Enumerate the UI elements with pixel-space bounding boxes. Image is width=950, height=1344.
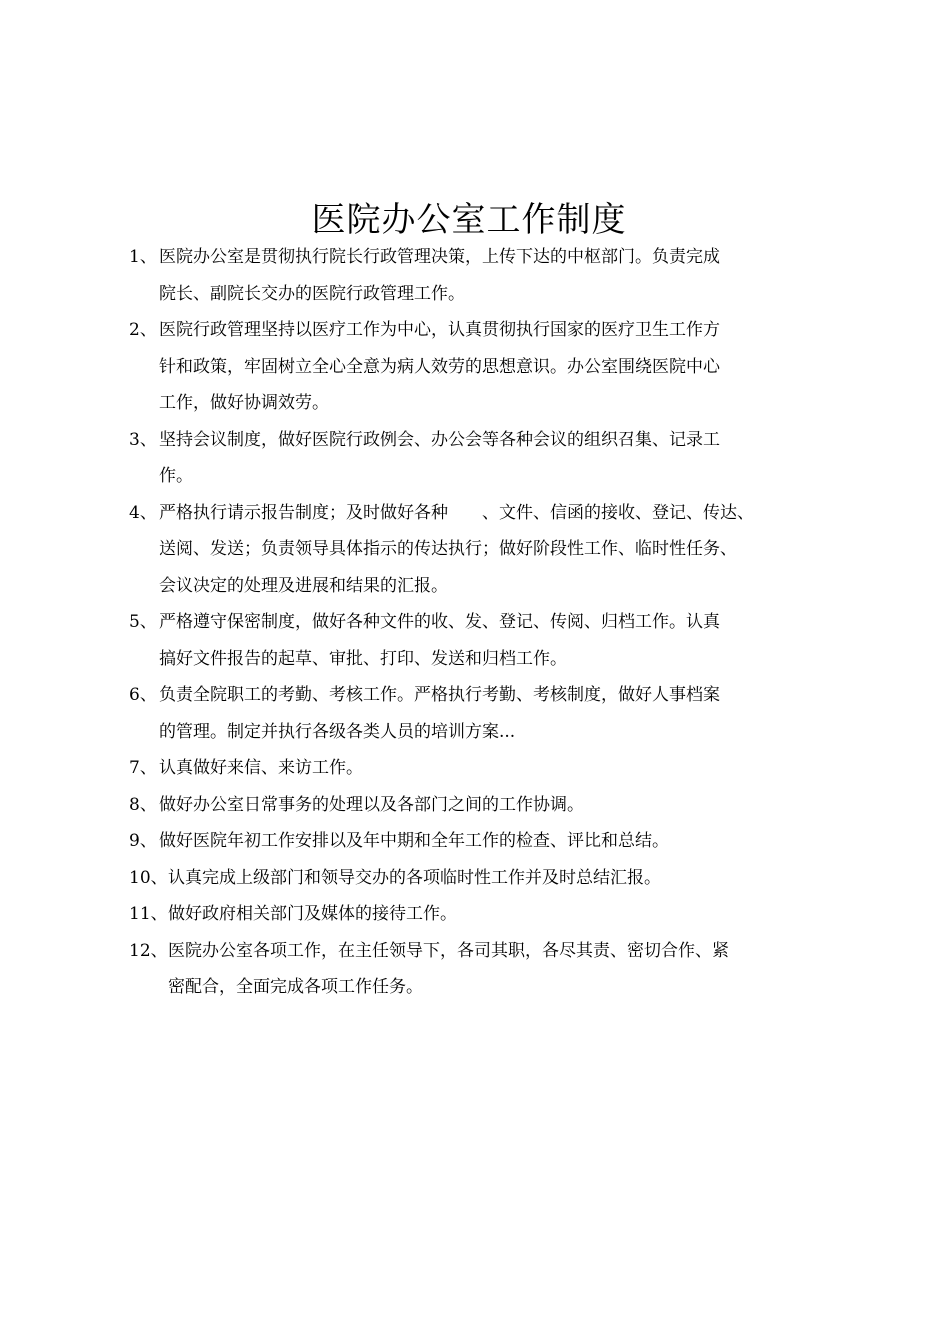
item-text-line: 做好医院年初工作安排以及年中期和全年工作的检查、评比和总结。 — [159, 831, 669, 851]
item-number: 9、 — [129, 831, 157, 851]
item-number: 8、 — [129, 794, 157, 815]
item-text-line: 认真做好来信、来访工作。 — [159, 758, 363, 778]
item-text-line: 院长、副院长交办的医院行政管理工作。 — [159, 283, 465, 304]
list-item — [129, 312, 829, 422]
item-text-line: 搞好文件报告的起草、审批、打印、发送和归档工作。 — [159, 648, 567, 669]
item-text-line: 严格执行请示报告制度；及时做好各种 、文件、信函的接收、登记、传达、 — [159, 502, 754, 523]
item-text-line: 作。 — [159, 466, 193, 486]
list-item — [129, 823, 829, 860]
item-text-line: 负责全院职工的考勤、考核工作。严格执行考勤、考核制度，做好人事档案 — [159, 685, 720, 705]
item-number: 5、 — [129, 612, 157, 632]
list-item — [129, 239, 829, 312]
rules-list — [129, 239, 829, 1006]
list-item — [129, 495, 829, 605]
item-text-line: 会议决定的处理及进展和结果的汇报。 — [159, 575, 448, 596]
item-number: 2、 — [129, 320, 157, 340]
item-number: 1、 — [129, 247, 157, 267]
item-text-line: 医院办公室是贯彻执行院长行政管理决策，上传下达的中枢部门。负责完成 — [159, 247, 720, 267]
item-number: 7、 — [129, 758, 157, 778]
item-text-line: 工作，做好协调效劳。 — [159, 393, 329, 413]
item-number: 11、 — [129, 904, 168, 924]
item-text-line: 认真完成上级部门和领导交办的各项临时性工作并及时总结汇报。 — [168, 867, 661, 888]
item-number: 10、 — [129, 867, 168, 888]
item-text-line: 坚持会议制度，做好医院行政例会、办公会等各种会议的组织召集、记录工 — [159, 429, 720, 450]
item-text-line: 医院行政管理坚持以医疗工作为中心，认真贯彻执行国家的医疗卫生工作方 — [159, 320, 720, 340]
page-title: 医院办公室工作制度 — [311, 199, 627, 240]
list-item — [129, 677, 829, 750]
item-number: 12、 — [129, 940, 168, 961]
list-item — [129, 604, 829, 677]
list-item — [129, 422, 829, 495]
item-text-line: 送阅、发送；负责领导具体指示的传达执行；做好阶段性工作、临时性任务、 — [159, 539, 737, 559]
list-item — [129, 896, 829, 933]
item-text-line: 的管理。制定并执行各级各类人员的培训方案... — [159, 721, 516, 742]
item-text-line: 密配合，全面完成各项工作任务。 — [168, 977, 423, 997]
item-text-line: 做好政府相关部门及媒体的接待工作。 — [168, 904, 457, 924]
item-number: 6、 — [129, 685, 157, 705]
item-number: 4、 — [129, 502, 157, 523]
list-item — [129, 860, 829, 897]
item-text-line: 针和政策，牢固树立全心全意为病人效劳的思想意识。办公室围绕医院中心 — [159, 356, 720, 377]
item-text-line: 严格遵守保密制度，做好各种文件的收、发、登记、传阅、归档工作。认真 — [159, 612, 720, 632]
list-item — [129, 787, 829, 824]
item-text-line: 做好办公室日常事务的处理以及各部门之间的工作协调。 — [159, 794, 584, 815]
list-item — [129, 933, 829, 1006]
item-text-line: 医院办公室各项工作，在主任领导下，各司其职，各尽其责、密切合作、紧 — [168, 940, 729, 961]
list-item — [129, 750, 829, 787]
item-number: 3、 — [129, 429, 157, 450]
